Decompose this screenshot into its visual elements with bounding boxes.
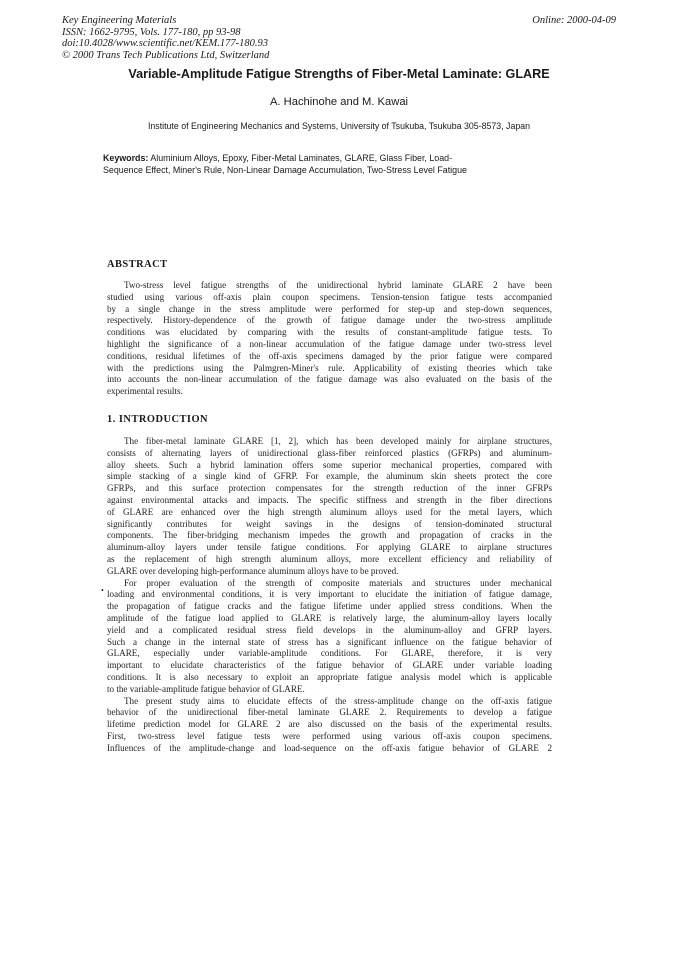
intro-line: important to elucidate characteristics of the fatigue behavior of GLARE under variable loading	[107, 660, 552, 671]
journal-name: Key Engineering Materials	[62, 15, 177, 26]
abstract-line: by a single change in the stress amplitude were performed for step-up and step-down sequences,	[107, 303, 552, 314]
abstract-line: experimental results.	[107, 386, 183, 397]
keywords-block	[103, 152, 573, 176]
intro-line: The fiber-metal laminate GLARE [1, 2], which has been developed mainly for airplane structures,	[124, 436, 552, 446]
intro-line: loading and environmental conditions, it is very important to elucidate the initiation of fatigue damage,	[107, 589, 552, 600]
abstract-line: with the predictions using the Palmgren-Miner's rule. Applicability of existing theories which take	[107, 362, 552, 373]
intro-line: consists of alternating layers of unidirectional glass-fiber reinforced plastics (GFRPs) and aluminum-	[107, 447, 552, 458]
intro-line: GLARE over developing high-performance aluminum alloys have to be proved.	[107, 565, 399, 576]
margin-dot-icon: •	[101, 586, 104, 595]
abstract-line: into accounts the non-linear accumulation of the fatigue damage was also evaluated on the basis of the	[107, 374, 552, 385]
intro-line: yield and a complicated residual stress field develops in the aluminum-alloy and GFRP layers.	[107, 624, 552, 635]
introduction-body	[107, 436, 552, 755]
intro-line: For proper evaluation of the strength of composite materials and structures under mechanical	[124, 577, 552, 588]
journal-header	[62, 15, 269, 62]
intro-line: simple stacking of a single kind of GFRP. For example, the aluminum skin sheets protect the core	[107, 471, 552, 482]
intro-line: amplitude of the fatigue load applied to GLARE is relatively large, the aluminum-alloy layers locally	[107, 612, 552, 623]
paper-title: Variable-Amplitude Fatigue Strengths of Fiber-Metal Laminate: GLARE	[128, 67, 550, 81]
intro-line: behavior of the unidirectional fiber-metal laminate GLARE 2. Requirements to develop a fatigue	[107, 707, 552, 718]
intro-line: First, two-stress level fatigue tests were performed using various off-axis coupon specimens.	[107, 730, 552, 741]
abstract-line: conditions, residual lifetimes of the off-axis specimens damaged by the prior fatigue were compared	[107, 350, 552, 361]
keywords-line-2: Sequence Effect, Miner's Rule, Non-Linear Damage Accumulation, Two-Stress Level Fatigue	[103, 165, 467, 175]
keywords-line-1: Aluminium Alloys, Epoxy, Fiber-Metal Laminates, GLARE, Glass Fiber, Load-	[150, 153, 453, 163]
intro-line: Influences of the amplitude-change and load-sequence on the off-axis fatigue behavior of GLARE 2	[107, 742, 552, 753]
paper-authors: A. Hachinohe and M. Kawai	[269, 96, 409, 108]
intro-line: against environmental attacks and impacts. The specific stiffness and strength in the fiber directions	[107, 494, 552, 505]
abstract-line: respectively. History-dependence of the growth of fatigue damage under the two-stress amplitude	[107, 315, 552, 326]
intro-line: alloy sheets. Such a hybrid lamination offers some superior mechanical properties, compared with	[107, 459, 552, 470]
abstract-line: conditions was elucidated by comparing with the results of constant-amplitude fatigue tests. To	[107, 327, 552, 338]
abstract-line: studied using various off-axis plain coupon specimens. Tension-tension fatigue tests accompanied	[107, 291, 552, 302]
online-date: Online: 2000-04-09	[532, 15, 616, 26]
intro-line: components. The fiber-bridging mechanism impedes the growth and propagation of cracks in the	[107, 530, 552, 541]
issn-volume: ISSN: 1662-9795, Vols. 177-180, pp 93-98	[62, 26, 241, 38]
intro-line: Such a change in the internal state of stress has a significant influence on the fatigue behavior of	[107, 636, 552, 647]
abstract-body	[107, 280, 552, 398]
doi: doi:10.4028/www.scientific.net/KEM.177-180.93	[62, 38, 268, 50]
abstract-line: highlight the significance of a non-linear accumulation of the fatigue damage under two-stress level	[107, 338, 552, 349]
intro-line: significantly contributes for weight savings in the designs of tension-dominated structural	[107, 518, 552, 529]
paper-affiliation: Institute of Engineering Mechanics and Systems, University of Tsukuba, Tsukuba 305-8573, Japan	[147, 121, 531, 131]
copyright: © 2000 Trans Tech Publications Ltd, Switzerland	[62, 50, 270, 62]
introduction-heading: 1. INTRODUCTION	[107, 414, 209, 425]
intro-line: as the replacement of high strength aluminum alloys, more excellent efficiency and reliability of	[107, 553, 552, 564]
intro-line: The present study aims to elucidate effects of the stress-amplitude change on the off-axis fatigue	[124, 695, 552, 706]
intro-line: conditions. It is also necessary to exploit an appropriate fatigue analysis model which is applicable	[107, 671, 552, 682]
intro-line: aluminum-alloy layers under tensile fatigue conditions. For applying GLARE to airplane structures	[107, 542, 552, 553]
intro-line: of GLARE are enhanced over the high strength aluminum alloys used for the metal layers, which	[107, 506, 552, 517]
intro-line: GLARE, especially under variable-amplitude conditions. For GLARE, therefore, it is very	[107, 648, 552, 659]
abstract-heading: ABSTRACT	[107, 259, 168, 270]
keywords-label: Keywords:	[103, 153, 149, 163]
intro-line: lifetime prediction model for GLARE 2 are also discussed on the basis of the experimental results.	[107, 719, 552, 730]
intro-line: GFRPs, and this surface protection compensates for the strength reduction of the inner GFRPs	[107, 483, 552, 494]
abstract-line: Two-stress level fatigue strengths of the unidirectional hybrid laminate GLARE 2 have been	[124, 280, 552, 290]
intro-line: the propagation of fatigue cracks and the fatigue lifetime under applied stress conditions. When the	[107, 601, 552, 612]
intro-line: to the variable-amplitude fatigue behavior of GLARE.	[107, 683, 305, 694]
